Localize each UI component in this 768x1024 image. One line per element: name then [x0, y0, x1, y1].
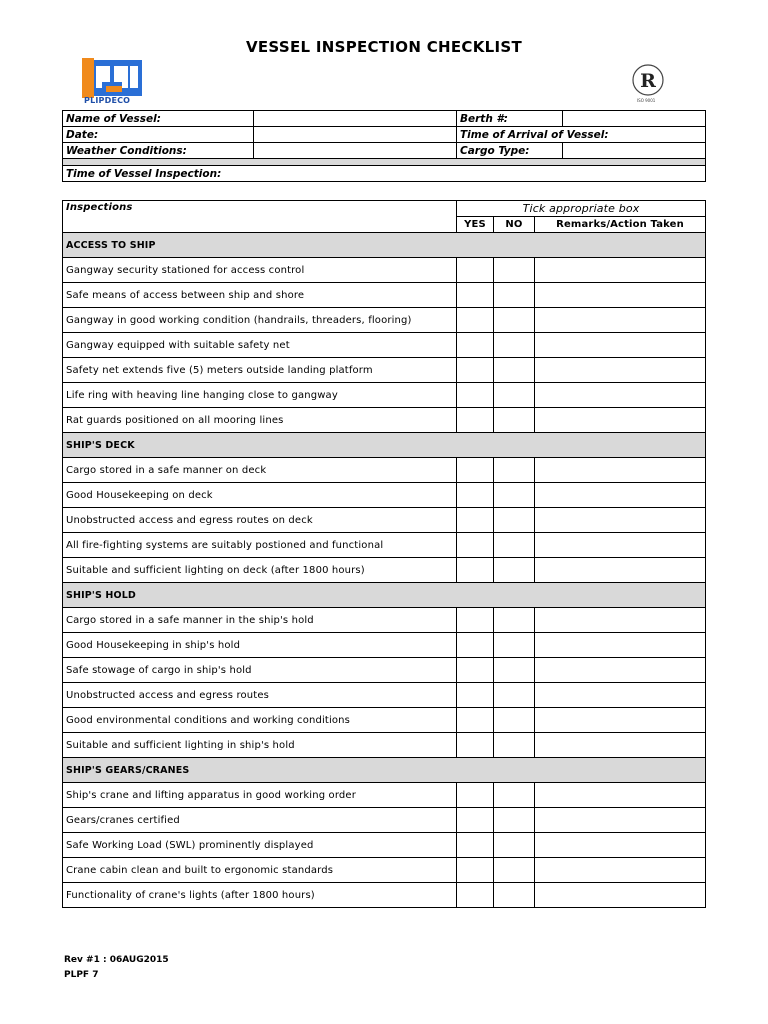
shaded-divider: [63, 159, 706, 166]
tick-header: Tick appropriate box: [457, 201, 706, 217]
checklist-item-label: Good Housekeeping on deck: [63, 483, 457, 508]
checklist-item-row: [63, 658, 706, 683]
checklist-item-row: [63, 558, 706, 583]
checklist-item-row: [63, 383, 706, 408]
checklist-item-label: Functionality of crane's lights (after 1800 hours): [63, 883, 457, 908]
no-checkbox[interactable]: [494, 633, 535, 658]
yes-checkbox[interactable]: [457, 883, 494, 908]
section-row: [63, 433, 706, 458]
checklist-item-label: Crane cabin clean and built to ergonomic standards: [63, 858, 457, 883]
checklist-item-row: [63, 883, 706, 908]
checklist-item-label: Good environmental conditions and working conditions: [63, 708, 457, 733]
checklist-item-row: [63, 808, 706, 833]
yes-checkbox[interactable]: [457, 408, 494, 433]
cargo-type-field[interactable]: [563, 143, 706, 159]
no-checkbox[interactable]: [494, 808, 535, 833]
remarks-field[interactable]: [535, 683, 706, 708]
no-checkbox[interactable]: [494, 658, 535, 683]
checklist-item-label: All fire-fighting systems are suitably postioned and functional: [63, 533, 457, 558]
label-name-of-vessel: Name of Vessel:: [63, 111, 254, 127]
yes-checkbox[interactable]: [457, 333, 494, 358]
label-date: Date:: [63, 127, 254, 143]
checklist-item-row: [63, 408, 706, 433]
svg-text:R: R: [640, 70, 656, 92]
checklist-item-row: [63, 533, 706, 558]
yes-checkbox[interactable]: [457, 733, 494, 758]
label-weather: Weather Conditions:: [63, 143, 254, 159]
form-code: PLPF 7: [64, 970, 99, 980]
remarks-field[interactable]: [535, 858, 706, 883]
no-header: NO: [494, 217, 535, 233]
no-checkbox[interactable]: [494, 508, 535, 533]
section-row: [63, 758, 706, 783]
no-checkbox[interactable]: [494, 458, 535, 483]
yes-checkbox[interactable]: [457, 558, 494, 583]
name-of-vessel-field[interactable]: [254, 111, 457, 127]
label-cargo-type: Cargo Type:: [457, 143, 563, 159]
section-title: SHIP'S HOLD: [63, 583, 706, 608]
remarks-field[interactable]: [535, 608, 706, 633]
no-checkbox[interactable]: [494, 383, 535, 408]
remarks-field[interactable]: [535, 783, 706, 808]
no-checkbox[interactable]: [494, 683, 535, 708]
checklist-item-row: [63, 683, 706, 708]
checklist-item-label: Unobstructed access and egress routes: [63, 683, 457, 708]
checklist-item-label: Gears/cranes certified: [63, 808, 457, 833]
yes-checkbox[interactable]: [457, 283, 494, 308]
no-checkbox[interactable]: [494, 558, 535, 583]
checklist-item-label: Unobstructed access and egress routes on deck: [63, 508, 457, 533]
checklist-item-label: Gangway security stationed for access control: [63, 258, 457, 283]
checklist-item-label: Suitable and sufficient lighting in ship's hold: [63, 733, 457, 758]
checklist-item-row: [63, 358, 706, 383]
logo-text: PLIPDECO: [84, 96, 131, 105]
checklist-item-row: [63, 708, 706, 733]
section-title: ACCESS TO SHIP: [63, 233, 706, 258]
remarks-field[interactable]: [535, 808, 706, 833]
checklist-item-row: [63, 333, 706, 358]
checklist-item-row: [63, 858, 706, 883]
no-checkbox[interactable]: [494, 333, 535, 358]
checklist-item-row: [63, 283, 706, 308]
no-checkbox[interactable]: [494, 858, 535, 883]
yes-checkbox[interactable]: [457, 533, 494, 558]
checklist-item-label: Cargo stored in a safe manner on deck: [63, 458, 457, 483]
remarks-field[interactable]: [535, 508, 706, 533]
yes-checkbox[interactable]: [457, 633, 494, 658]
checklist-item-label: Good Housekeeping in ship's hold: [63, 633, 457, 658]
checklist-item-row: [63, 258, 706, 283]
checklist-item-row: [63, 733, 706, 758]
remarks-field[interactable]: [535, 333, 706, 358]
document-title: VESSEL INSPECTION CHECKLIST: [245, 38, 523, 56]
section-row: [63, 233, 706, 258]
checklist-item-row: [63, 458, 706, 483]
section-title: SHIP'S DECK: [63, 433, 706, 458]
checklist-item-label: Safety net extends five (5) meters outside landing platform: [63, 358, 457, 383]
checklist-item-label: Suitable and sufficient lighting on deck (after 1800 hours): [63, 558, 457, 583]
yes-checkbox[interactable]: [457, 858, 494, 883]
checklist-item-row: [63, 633, 706, 658]
yes-checkbox[interactable]: [457, 658, 494, 683]
vessel-info-table: [62, 110, 706, 182]
no-checkbox[interactable]: [494, 258, 535, 283]
remarks-field[interactable]: [535, 483, 706, 508]
yes-checkbox[interactable]: [457, 783, 494, 808]
remarks-field[interactable]: [535, 833, 706, 858]
inspection-checklist-table: [62, 200, 706, 908]
inspections-header: Inspections: [63, 201, 457, 233]
weather-field[interactable]: [254, 143, 457, 159]
checklist-item-row: [63, 608, 706, 633]
yes-checkbox[interactable]: [457, 708, 494, 733]
remarks-field[interactable]: [535, 733, 706, 758]
remarks-field[interactable]: [535, 283, 706, 308]
remarks-field[interactable]: [535, 658, 706, 683]
checklist-item-label: Ship's crane and lifting apparatus in good working order: [63, 783, 457, 808]
checklist-item-label: Safe Working Load (SWL) prominently displayed: [63, 833, 457, 858]
yes-checkbox[interactable]: [457, 808, 494, 833]
remarks-field[interactable]: [535, 383, 706, 408]
remarks-field[interactable]: [535, 258, 706, 283]
no-checkbox[interactable]: [494, 608, 535, 633]
remarks-field[interactable]: [535, 558, 706, 583]
yes-checkbox[interactable]: [457, 258, 494, 283]
yes-checkbox[interactable]: [457, 458, 494, 483]
no-checkbox[interactable]: [494, 733, 535, 758]
date-field[interactable]: [254, 127, 457, 143]
checklist-item-label: Rat guards positioned on all mooring lines: [63, 408, 457, 433]
berth-field[interactable]: [563, 111, 706, 127]
no-checkbox[interactable]: [494, 533, 535, 558]
label-time-of-inspection[interactable]: Time of Vessel Inspection:: [63, 166, 706, 182]
remarks-field[interactable]: [535, 458, 706, 483]
yes-checkbox[interactable]: [457, 608, 494, 633]
remarks-field[interactable]: [535, 533, 706, 558]
section-row: [63, 583, 706, 608]
label-berth: Berth #:: [457, 111, 563, 127]
no-checkbox[interactable]: [494, 308, 535, 333]
checklist-item-label: Safe means of access between ship and shore: [63, 283, 457, 308]
remarks-header: Remarks/Action Taken: [535, 217, 706, 233]
yes-checkbox[interactable]: [457, 833, 494, 858]
no-checkbox[interactable]: [494, 358, 535, 383]
yes-checkbox[interactable]: [457, 483, 494, 508]
checklist-item-row: [63, 483, 706, 508]
checklist-item-row: [63, 783, 706, 808]
yes-checkbox[interactable]: [457, 308, 494, 333]
yes-header: YES: [457, 217, 494, 233]
no-checkbox[interactable]: [494, 708, 535, 733]
remarks-field[interactable]: [535, 633, 706, 658]
remarks-field[interactable]: [535, 708, 706, 733]
checklist-item-row: [63, 833, 706, 858]
checklist-item-label: Gangway equipped with suitable safety net: [63, 333, 457, 358]
checklist-item-label: Safe stowage of cargo in ship's hold: [63, 658, 457, 683]
checklist-item-label: Life ring with heaving line hanging close to gangway: [63, 383, 457, 408]
no-checkbox[interactable]: [494, 783, 535, 808]
remarks-field[interactable]: [535, 408, 706, 433]
checklist-item-row: [63, 508, 706, 533]
yes-checkbox[interactable]: [457, 508, 494, 533]
checklist-item-label: Cargo stored in a safe manner in the ship's hold: [63, 608, 457, 633]
remarks-field[interactable]: [535, 308, 706, 333]
revision-label: Rev #1 : 06AUG2015: [64, 955, 169, 965]
no-checkbox[interactable]: [494, 883, 535, 908]
section-title: SHIP'S GEARS/CRANES: [63, 758, 706, 783]
checklist-item-label: Gangway in good working condition (handrails, threaders, flooring): [63, 308, 457, 333]
yes-checkbox[interactable]: [457, 358, 494, 383]
no-checkbox[interactable]: [494, 483, 535, 508]
label-time-of-arrival: Time of Arrival of Vessel:: [457, 127, 706, 143]
certification-text: ISO 9001: [637, 98, 656, 103]
no-checkbox[interactable]: [494, 408, 535, 433]
yes-checkbox[interactable]: [457, 383, 494, 408]
no-checkbox[interactable]: [494, 283, 535, 308]
remarks-field[interactable]: [535, 358, 706, 383]
yes-checkbox[interactable]: [457, 683, 494, 708]
no-checkbox[interactable]: [494, 833, 535, 858]
checklist-item-row: [63, 308, 706, 333]
remarks-field[interactable]: [535, 883, 706, 908]
